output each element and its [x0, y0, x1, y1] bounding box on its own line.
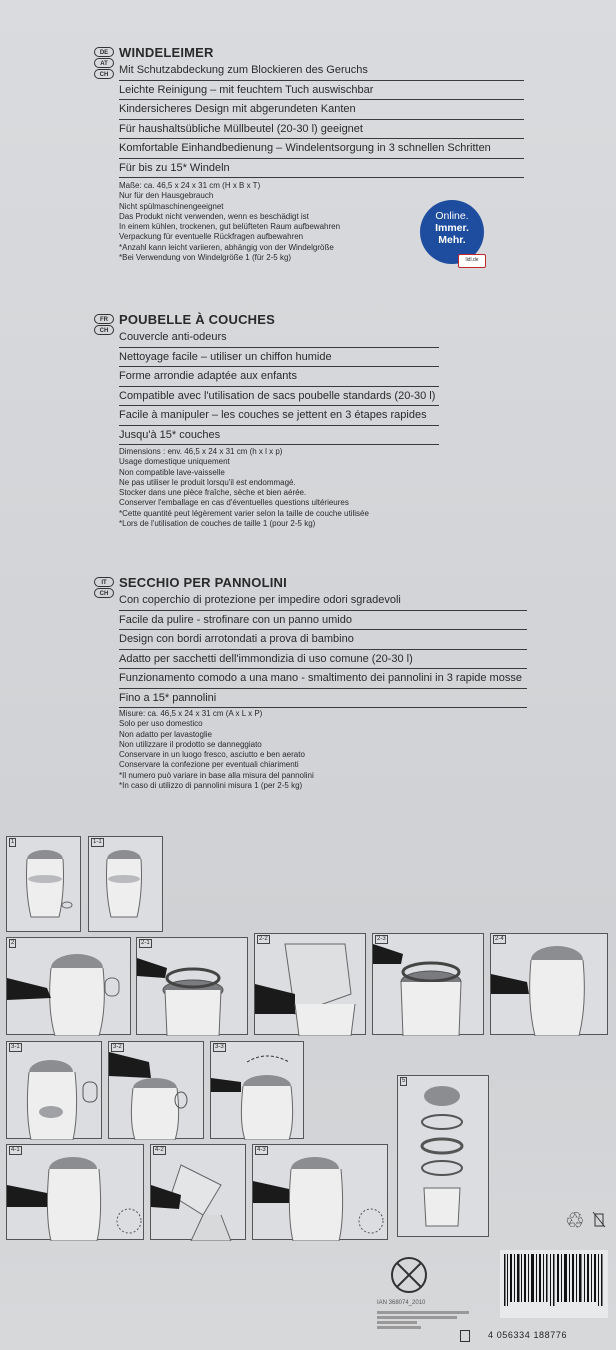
step-number: 2 [11, 940, 15, 946]
section-title: SECCHIO PER PANNOLINI [119, 575, 287, 590]
no-disposal-icon [390, 1256, 428, 1294]
feature-item: Mit Schutzabdeckung zum Blockieren des Geruchs [119, 61, 524, 81]
drop-diaper-illustration [109, 1042, 205, 1140]
detail-item: Conservare in un luogo fresco, asciutto e ben aerato [119, 750, 305, 760]
step-panel-4-1 [6, 1144, 144, 1240]
manufacturer-info-placeholder [377, 1310, 469, 1331]
step-panel-4-3 [252, 1144, 388, 1240]
feature-item: Adatto per sacchetti dell'immondizia di uso comune (20-30 l) [119, 650, 527, 670]
step-panel-3-2 [108, 1041, 204, 1139]
feature-item: Con coperchio di protezione per impedire odori sgradevoli [119, 591, 527, 611]
step-number: 1 [11, 839, 15, 845]
detail-item: Nicht spülmaschinengeeignet [119, 201, 224, 211]
barcode-icon [500, 1250, 608, 1318]
diaper-pail-illustration [89, 837, 164, 933]
step-panel-3-1 [6, 1041, 102, 1139]
feature-list [119, 591, 527, 708]
new-bag-illustration [253, 1145, 389, 1241]
step-panel-5 [397, 1075, 489, 1237]
detail-item: Stocker dans une pièce fraîche, sèche et bien aérée. [119, 488, 307, 498]
step-number: 2-1 [141, 940, 150, 946]
detail-item: In einem kühlen, trockenen, gut belüfteten Raum aufbewahren [119, 222, 341, 232]
step-number: 4-1 [11, 1147, 20, 1153]
feature-item: Für haushaltsübliche Müllbeutel (20-30 l) geeignet [119, 120, 524, 140]
crossed-bin-icon [592, 1210, 606, 1228]
detail-item: *In caso di utilizzo di pannolini misura 1 (per 2-5 kg) [119, 781, 303, 791]
lang-code: FR [94, 314, 114, 324]
barcode-digits: 4 056334 188776 [488, 1330, 568, 1340]
ring-remove-illustration [137, 938, 249, 1036]
step-number: 4-3 [257, 1147, 266, 1153]
section-title: WINDELEIMER [119, 45, 214, 60]
feature-item: Funzionamento comodo a una mano - smaltimento dei pannolini in 3 rapide mosse [119, 669, 527, 689]
detail-item: *Anzahl kann leicht variieren, abhängig von der Windelgröße [119, 242, 334, 252]
detail-list [119, 709, 314, 791]
language-codes [94, 314, 114, 336]
feature-item: Couvercle anti-odeurs [119, 328, 439, 348]
fold-bag-illustration [373, 934, 485, 1036]
step-panel-1 [6, 836, 81, 932]
lang-code: CH [94, 325, 114, 335]
step-number: 5 [402, 1078, 406, 1084]
twist-lid-illustration [211, 1042, 305, 1140]
lang-code: CH [94, 69, 114, 79]
badge-line-2: Immer. [435, 222, 469, 234]
detail-item: Solo per uso domestico [119, 719, 203, 729]
lang-code: IT [94, 577, 114, 587]
detail-item: *Il numero può variare in base alla misura del pannolini [119, 770, 314, 780]
checkbox-square [460, 1330, 470, 1342]
detail-item: Nur für den Hausgebrauch [119, 191, 214, 201]
step-panel-2-2 [254, 933, 366, 1035]
step-panel-1-1 [88, 836, 163, 932]
ian-number: IAN 368074_2010 [377, 1300, 426, 1306]
language-codes [94, 47, 114, 80]
detail-item: Non adatto per lavastoglie [119, 729, 212, 739]
feature-item: Leichte Reinigung – mit feuchtem Tuch auswischbar [119, 81, 524, 101]
feature-item: Design con bordi arrotondati a prova di bambino [119, 630, 527, 650]
detail-item: Non utilizzare il prodotto se danneggiato [119, 739, 262, 749]
feature-item: Kindersicheres Design mit abgerundeten Kanten [119, 100, 524, 120]
exploded-parts-illustration [398, 1076, 490, 1238]
hand-open-lid-illustration [7, 938, 132, 1036]
lang-code: DE [94, 47, 114, 57]
feature-list [119, 328, 439, 445]
detail-item: Conserver l'emballage en cas d'éventuelles questions ultérieures [119, 498, 349, 508]
detail-item: Dimensions : env. 46,5 x 24 x 31 cm (h x l x p) [119, 447, 283, 456]
detail-item: Usage domestique uniquement [119, 457, 230, 467]
step-number: 3-1 [11, 1044, 20, 1050]
detail-item: Verpackung für eventuelle Rückfragen aufbewahren [119, 232, 304, 242]
feature-item: Nettoyage facile – utiliser un chiffon humide [119, 348, 439, 368]
insert-bag-illustration [255, 934, 367, 1036]
step-panel-2-4 [490, 933, 608, 1035]
feature-item: Compatible avec l'utilisation de sacs poubelle standards (20-30 l) [119, 387, 439, 407]
feature-item: Facile da pulire - strofinare con un panno umido [119, 611, 527, 631]
badge-url: lidl.de [458, 254, 486, 268]
detail-item: Non compatible lave-vaisselle [119, 467, 225, 477]
detail-item: Misure: ca. 46,5 x 24 x 31 cm (A x L x P) [119, 709, 263, 718]
detail-item: Das Produkt nicht verwenden, wenn es beschädigt ist [119, 211, 309, 221]
feature-item: Fino a 15* pannolini [119, 689, 527, 709]
language-codes [94, 577, 114, 599]
detail-item: Conservare la confezione per eventuali chiarimenti [119, 760, 299, 770]
detail-item: *Cette quantité peut légèrement varier selon la taille de couche utilisée [119, 508, 369, 518]
feature-item: Für bis zu 15* Windeln [119, 159, 524, 179]
feature-item: Forme arrondie adaptée aux enfants [119, 367, 439, 387]
feature-item: Jusqu'à 15* couches [119, 426, 439, 446]
step-number: 3-2 [113, 1044, 122, 1050]
tie-bag-illustration [151, 1145, 247, 1241]
detail-list [119, 181, 340, 263]
close-lid-illustration [491, 934, 609, 1036]
step-number: 2-2 [259, 936, 268, 942]
step-panel-3-3 [210, 1041, 304, 1139]
detail-list [119, 447, 369, 529]
pail-front-illustration [7, 1042, 103, 1140]
step-number: 2-4 [495, 936, 504, 942]
lang-code: AT [94, 58, 114, 68]
detail-item: Ne pas utiliser le produit lorsqu'il est endommagé. [119, 477, 296, 487]
feature-list [119, 61, 524, 178]
online-badge [420, 200, 484, 264]
diaper-pail-illustration [7, 837, 82, 933]
step-number: 2-3 [377, 936, 386, 942]
badge-line-3: Mehr. [438, 234, 466, 246]
detail-item: *Lors de l'utilisation de couches de taille 1 (pour 2-5 kg) [119, 519, 316, 529]
step-panel-2 [6, 937, 131, 1035]
section-title: POUBELLE À COUCHES [119, 312, 276, 327]
remove-bag-illustration [7, 1145, 145, 1241]
lang-code: CH [94, 588, 114, 598]
feature-item: Komfortable Einhandbedienung – Windelentsorgung in 3 schnellen Schritten [119, 139, 524, 159]
badge-line-1: Online. [435, 210, 469, 222]
step-number: 3-3 [215, 1044, 224, 1050]
step-number: 4-2 [155, 1147, 164, 1153]
recycle-icon: ♲ [565, 1208, 585, 1233]
step-panel-4-2 [150, 1144, 246, 1240]
step-number: 1-1 [93, 839, 102, 845]
step-panel-2-3 [372, 933, 484, 1035]
feature-item: Facile à manipuler – les couches se jettent en 3 étapes rapides [119, 406, 439, 426]
detail-item: *Bei Verwendung von Windelgröße 1 (für 2-5 kg) [119, 253, 292, 263]
step-panel-2-1 [136, 937, 248, 1035]
detail-item: Maße: ca. 46,5 x 24 x 31 cm (H x B x T) [119, 181, 261, 190]
